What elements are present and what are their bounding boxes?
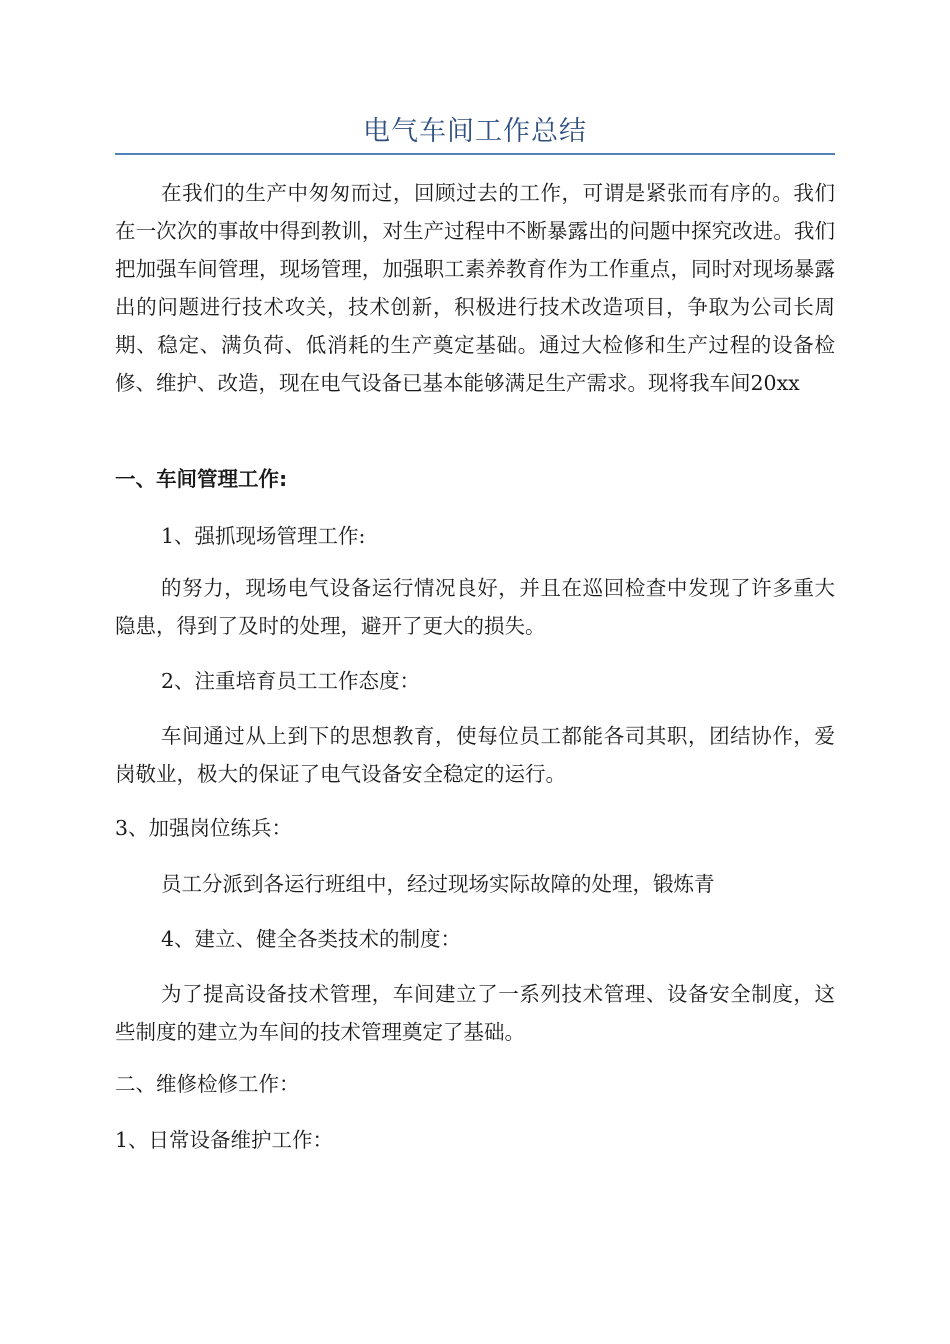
document-title: 电气车间工作总结 [363,116,587,147]
item-heading-daily-maintenance: 1、日常设备维护工作： [115,1128,334,1152]
intro-paragraph: 在我们的生产中匆匆而过，回顾过去的工作，可谓是紧张而有序的。我们在一次次的事故中得到教训，对生产过程中不断暴露出的问题中探究改进。我们把加强车间管理，现场管理，加强职工素养教育作为工作重点，同时对现场暴露出的问题进行技术攻关，技术创新，积极进行技术改造项目，争取为公司长周期、稳定、满负荷、低消耗的生产奠定基础。通过大检修和生产过程的设备检修、维护、改造，现在电气设备已基本能够满足生产需求。现将我车间20xx [115,181,835,395]
item-heading-technical-system: 4、建立、健全各类技术的制度： [161,927,462,951]
item-heading-staff-attitude: 2、注重培育员工工作态度： [161,669,421,693]
section-heading-maintenance: 二、维修检修工作： [115,1072,300,1096]
item-heading-training: 3、加强岗位练兵： [115,816,293,840]
section-heading-management: 一、车间管理工作: [115,467,288,491]
item-paragraph-staff-attitude: 车间通过从上到下的思想教育，使每位员工都能各司其职，团结协作，爱岗敬业，极大的保证了电气设备安全稳定的运行。 [115,724,835,786]
item-paragraph-site-management: 的努力，现场电气设备运行情况良好，并且在巡回检查中发现了许多重大隐患，得到了及时的处理，避开了更大的损失。 [115,576,835,638]
item-paragraph-technical-system: 为了提高设备技术管理，车间建立了一系列技术管理、设备安全制度，这些制度的建立为车间的技术管理奠定了基础。 [115,982,835,1044]
item-heading-site-management: 1、强抓现场管理工作: [161,524,366,548]
item-paragraph-training: 员工分派到各运行班组中，经过现场实际故障的处理，锻炼青 [161,872,715,896]
title-underline [115,153,835,155]
